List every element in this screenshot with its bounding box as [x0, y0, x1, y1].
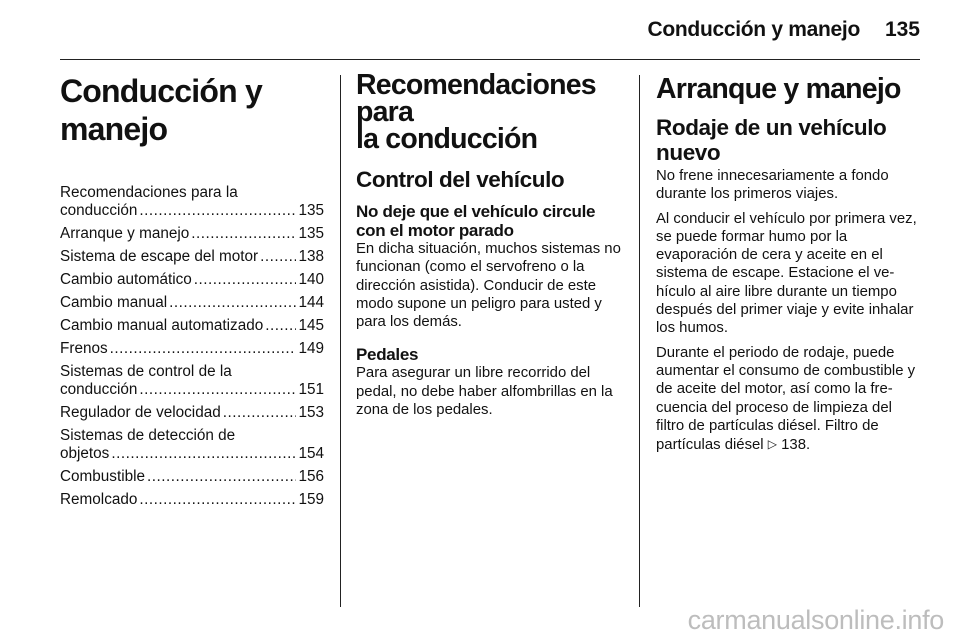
paragraph: No frene innecesariamente a fondo durante los primeros viajes.: [656, 168, 889, 203]
toc-page-number: 138: [298, 248, 324, 265]
toc-entry-text: objetos: [60, 445, 110, 462]
toc-entry-line: [60, 248, 324, 266]
subsection-title: Control del vehículo: [356, 167, 565, 192]
toc-entry-text: conducción: [60, 381, 138, 398]
toc-entry-text: Cambio manual: [60, 294, 168, 311]
toc-entry-line: [60, 445, 324, 463]
toc-page-number: 151: [298, 381, 324, 398]
toc-entry[interactable]: [60, 248, 324, 266]
toc-leader-dots: [223, 404, 297, 422]
toc-entry-line: [60, 468, 324, 486]
paragraph-with-reference: [656, 344, 920, 455]
column-divider: [639, 75, 640, 607]
toc-page-number: 145: [298, 317, 324, 334]
toc-page-number: 144: [298, 294, 324, 311]
toc-leader-dots: [139, 491, 296, 509]
chapter-title: Conducción y manejo: [60, 73, 262, 147]
column-starting: [656, 72, 920, 460]
toc-page-number: 149: [298, 340, 324, 357]
toc-entry[interactable]: [60, 294, 324, 312]
column-divider: [340, 75, 341, 607]
section-title-line2: la conducción: [356, 123, 538, 155]
section-title-line1: Recomendaciones para: [356, 69, 596, 128]
toc-entry[interactable]: [60, 184, 324, 220]
toc-entry-line: [60, 381, 324, 399]
header-rule: [60, 59, 920, 60]
toc-entry[interactable]: [60, 271, 324, 289]
toc-leader-dots: [260, 248, 296, 266]
toc-entry-text: Cambio automático: [60, 271, 192, 288]
toc-entry-text: Regulador de velocidad: [60, 404, 221, 421]
toc-page-number: 159: [298, 491, 324, 508]
toc-leader-dots: [169, 294, 296, 312]
toc-leader-dots: [139, 202, 296, 220]
page-reference[interactable]: 138.: [781, 437, 811, 454]
subsection-line1: Rodaje de un vehículo: [656, 115, 887, 140]
toc-entry-text: Sistema de escape del motor: [60, 248, 259, 265]
toc-entry-line: [60, 294, 324, 312]
toc-leader-dots: [265, 317, 296, 335]
column-toc: [60, 72, 324, 514]
paragraph-text: Durante el periodo de rodaje, puede aumentar el consumo de combustible y de aceite del motor, así como la frecuencia del proceso de limpieza del filtro de partículas diésel. Filtro de partículas diésel: [656, 344, 916, 454]
toc-entry[interactable]: [60, 340, 324, 358]
toc-entry-text: conducción: [60, 202, 138, 219]
page-number: 135: [884, 18, 920, 41]
toc-page-number: 153: [298, 404, 324, 421]
toc-entry[interactable]: [60, 404, 324, 422]
heading-pedals: Pedales: [356, 345, 419, 365]
heading-line1: No deje que el vehículo circule: [356, 202, 596, 221]
toc-page-number: 156: [298, 468, 324, 485]
toc-entry-line: [60, 340, 324, 358]
toc-entry-line: [60, 491, 324, 509]
toc-leader-dots: [191, 225, 296, 243]
toc-leader-dots: [111, 445, 296, 463]
paragraph: Para asegurar un libre recorrido del pedal, no debe haber alfombrillas en la zona de los pedales.: [356, 365, 613, 419]
subsection-line2: nuevo: [656, 140, 721, 165]
toc-entry-text: Cambio manual automatizado: [60, 317, 264, 334]
table-of-contents: [60, 184, 324, 509]
toc-leader-dots: [139, 381, 296, 399]
toc-entry-text: Combustible: [60, 468, 146, 485]
toc-page-number: 154: [298, 445, 324, 462]
header-title: Conducción y manejo: [647, 18, 860, 41]
heading-line2: con el motor parado: [356, 221, 514, 240]
toc-entry[interactable]: [60, 363, 324, 399]
paragraph: Al conducir el vehículo por primera vez, se puede formar humo por la evaporación de cera y aceite en el sistema de escape. Estacione el vehículo al aire libre durante un tiempo después del primer viaje y evite inhalar los humos.: [656, 210, 917, 337]
section-title: Arranque y manejo: [656, 73, 901, 105]
toc-entry-text: Remolcado: [60, 491, 138, 508]
toc-leader-dots: [194, 271, 297, 289]
column-driving-tips: [356, 69, 624, 425]
toc-entry[interactable]: [60, 491, 324, 509]
subsection-title: [656, 115, 920, 165]
toc-leader-dots: [110, 340, 297, 358]
toc-page-number: 140: [298, 271, 324, 288]
toc-entry-line: [60, 202, 324, 220]
toc-entry-line: [60, 317, 324, 335]
toc-entry[interactable]: [60, 317, 324, 335]
toc-leader-dots: [147, 468, 296, 486]
toc-entry[interactable]: [60, 468, 324, 486]
toc-page-number: 135: [298, 225, 324, 242]
toc-entry[interactable]: [60, 225, 324, 243]
toc-entry-text: Frenos: [60, 340, 108, 357]
toc-entry[interactable]: [60, 427, 324, 463]
arrow-right-icon: ▷: [767, 437, 777, 452]
watermark: carmanualsonline.info: [687, 605, 944, 635]
toc-entry-text: Sistemas de detección de: [60, 427, 236, 444]
paragraph: En dicha situación, muchos sistemas no funcionan (como el servofreno o la dirección asistida). Conducir de este modo supone un peligro para usted y para los demás.: [356, 241, 621, 331]
heading-engine-off: [356, 202, 624, 240]
toc-entry-text: Sistemas de control de la: [60, 363, 232, 380]
toc-entry-text: Arranque y manejo: [60, 225, 190, 242]
toc-page-number: 135: [298, 202, 324, 219]
toc-entry-line: [60, 271, 324, 289]
toc-entry-line: [60, 404, 324, 422]
section-title: [356, 69, 624, 155]
toc-entry-line: [60, 225, 324, 243]
toc-entry-text: Recomendaciones para la: [60, 184, 238, 201]
